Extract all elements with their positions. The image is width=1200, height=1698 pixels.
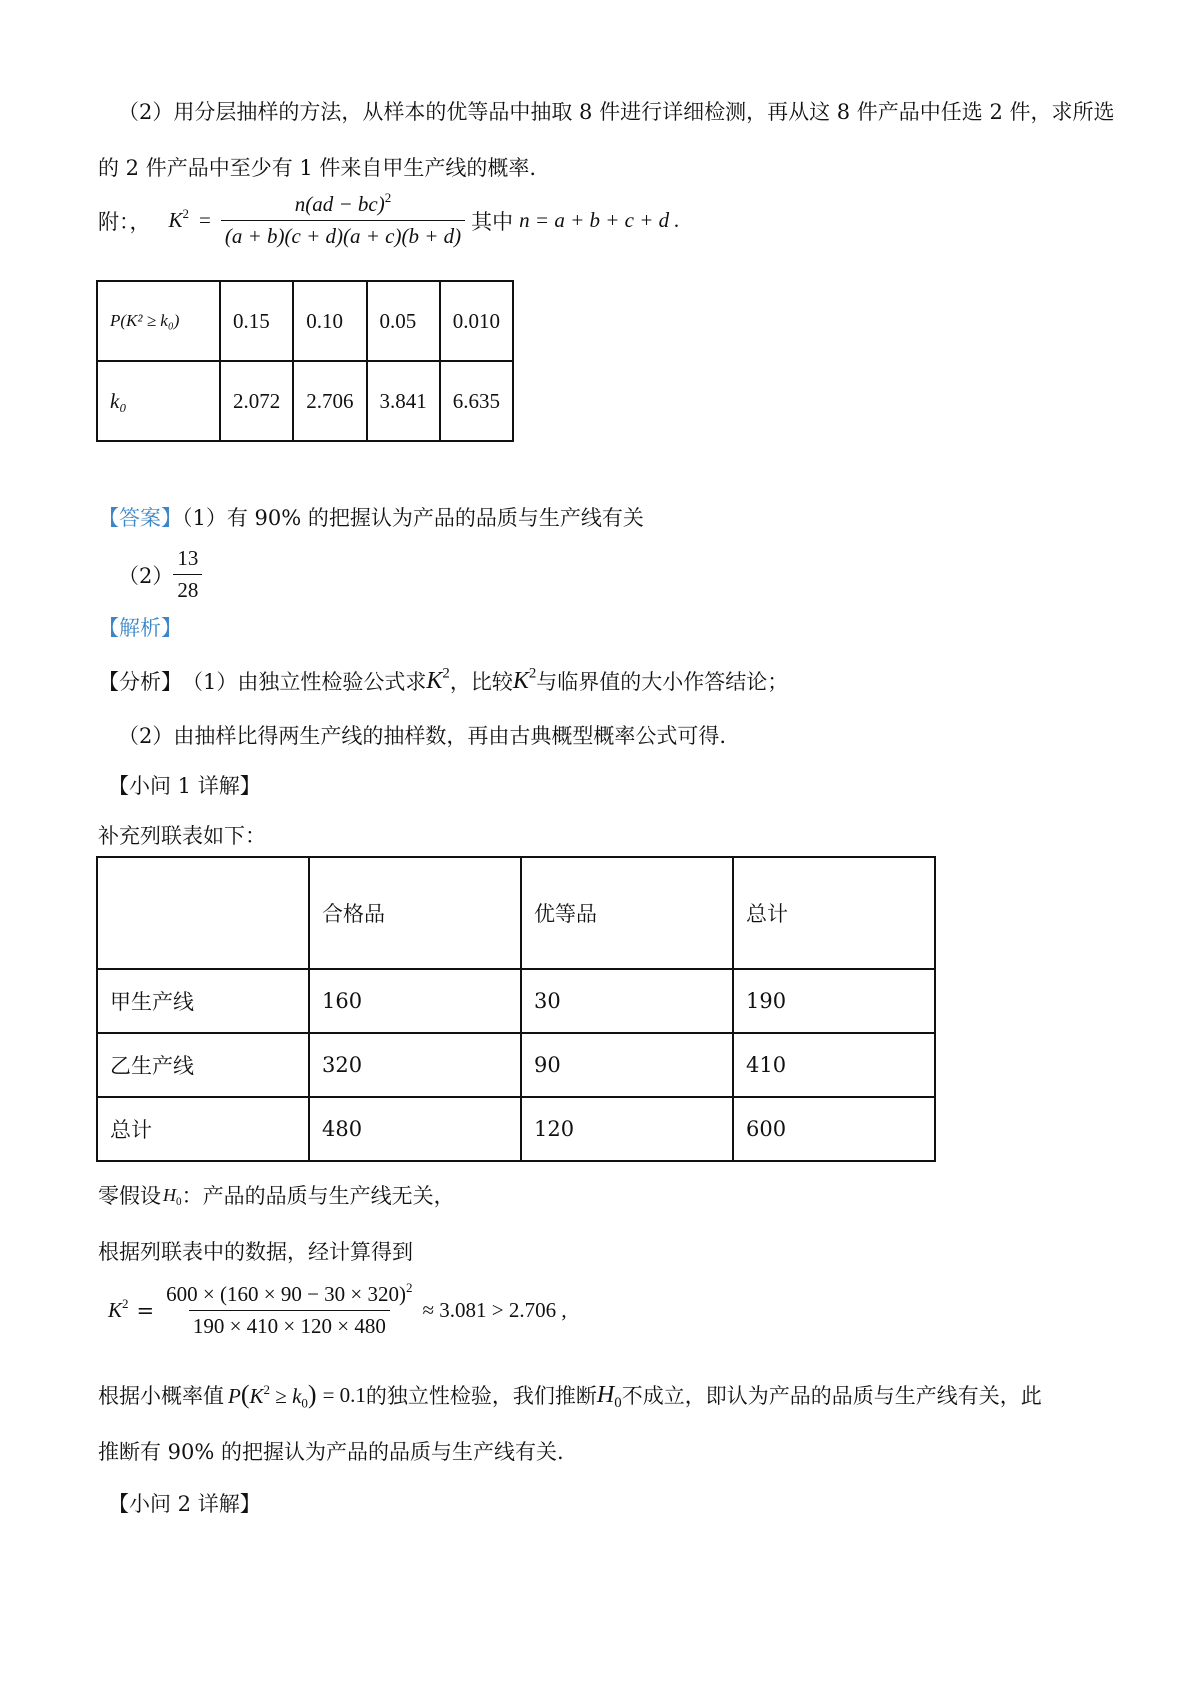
fraction-numerator: 13 [177,546,199,570]
answer-line1 [98,502,644,532]
formula-numerator: n(ad − bc) [294,192,385,216]
appendix-formula: 附：， $K^2$ = $\frac{n(ad - bc)^2}{(a + b)(c + d)(a + c)(b + d)}$ 其中 n = a + b + c + d . [98,189,680,248]
table-row [97,1097,935,1161]
table-cell: 2.072 [220,361,293,441]
analysis-line2: （2）由抽样比得两生产线的抽样数，再由古典概型概率公式可得. [118,724,727,748]
conclusion-text-d: 不成立，即认为产品的品质与生产线有关，此 [621,1384,1042,1408]
table-cell: 总计 [97,1097,309,1161]
table-row [97,1033,935,1097]
critical-value-table [96,280,514,442]
table-cell: k₀ [97,361,220,441]
fenxi-text-c: 与临界值的大小作答结论； [536,670,789,694]
table-cell: 0.010 [440,281,513,361]
table-header-cell [97,857,309,969]
calc-result: ≈ 3.081 > 2.706 , [422,1298,567,1322]
conclusion-text-c: 的独立性检验，我们推断 [365,1384,597,1408]
n-expression: n = a + b + c + d . [519,208,680,232]
table-cell: 600 [733,1097,935,1161]
sub2-title: 【小问 2 详解】 [108,1492,261,1516]
conclusion-line2: 推断有 90% 的把握认为产品的品质与生产线有关. [98,1440,564,1464]
fraction-denominator: 28 [173,574,202,603]
table-cell: 190 [733,969,935,1033]
answer-tag: 【答案】 [98,506,182,530]
table-cell: 30 [521,969,733,1033]
table-cell: 90 [521,1033,733,1097]
calc-numerator: 600 × (160 × 90 − 30 × 320) [166,1282,406,1306]
formula-denominator: (a + b)(c + d)(a + c)(b + d) [221,220,465,249]
table-cell: 乙生产线 [97,1033,309,1097]
question-2-line2: 的 2 件产品中至少有 1 件来自甲生产线的概率. [98,156,537,180]
table-row [97,969,935,1033]
table-cell: 320 [309,1033,521,1097]
answer-line2 [118,546,202,603]
table-cell: 120 [521,1097,733,1161]
sub1-title: 【小问 1 详解】 [108,774,261,798]
table-cell: 0.05 [367,281,440,361]
table-header-row [97,857,935,969]
fenxi-tag: 【分析】 [98,670,182,694]
table-row [97,281,513,361]
answer-part2-prefix: （2） [118,563,174,588]
hypothesis-line: 零假设 $H_0$ ：产品的品质与生产线无关， [98,1180,455,1210]
chi-square-calculation: $K^2$ = $\frac{600 \times (160 \times 90 - 30 \times 320)^2}{190 \times 410 \times 120 \times 480}$ ≈ 3.081 > 2.706 , [108,1279,567,1338]
contingency-table [96,856,936,1162]
table-cell: P(K² ≥ k₀) [97,281,220,361]
calc-denominator: 190 × 410 × 120 × 480 [189,1310,390,1339]
fenxi-text-b: ，比较 [449,670,513,694]
table-cell: 160 [309,969,521,1033]
table-row [97,361,513,441]
analysis-line1: 【分析】 （1）由独立性检验公式求 $K^2$ ，比较 $K^2$ 与临界值的大小作答结论； [98,665,789,694]
conclusion-text-a: 根据小概率值 [98,1384,224,1408]
table-cell: 3.841 [367,361,440,441]
appendix-prefix: 附：， [98,209,151,234]
answer-fraction [173,546,202,603]
table-cell: 480 [309,1097,521,1161]
table-header-cell: 优等品 [521,857,733,969]
table-header-cell: 合格品 [309,857,521,969]
hypothesis-text: ：产品的品质与生产线无关， [181,1184,455,1208]
table-header-cell: 总计 [733,857,935,969]
calc-intro: 根据列联表中的数据，经计算得到 [98,1240,413,1264]
table-cell: 6.635 [440,361,513,441]
question-2-line1: （2）用分层抽样的方法，从样本的优等品中抽取 8 件进行详细检测，再从这 8 件产品中任选 2 件，求所选 [118,100,1115,124]
analysis-tag: 【解析】 [98,616,182,640]
table-cell: 0.15 [220,281,293,361]
conclusion-value: = 0.1 [322,1382,366,1407]
table-cell: 0.10 [293,281,366,361]
answer-part1: （1）有 90% 的把握认为产品的品质与生产线有关 [182,506,644,530]
fenxi-text-a: （1）由独立性检验公式求 [182,670,427,694]
appendix-suffix: 其中 [471,209,514,234]
table-cell: 甲生产线 [97,969,309,1033]
conclusion-line1: 根据小概率值 $P(K^2 \ge k_0)$ = 0.1 的独立性检验，我们推断 $H_0$ 不成立，即认为产品的品质与生产线有关，此 [98,1380,1042,1411]
table-cell: 410 [733,1033,935,1097]
table-cell: 2.706 [293,361,366,441]
chi-square-formula: $\frac{n(ad - bc)^2}{(a + b)(c + d)(a + c)(b + d)}$ [221,192,465,249]
table-intro: 补充列联表如下： [98,824,266,848]
calc-fraction: $\frac{600 \times (160 \times 90 - 30 \times 320)^2}{190 \times 410 \times 120 \times 480}$ [166,1279,413,1338]
